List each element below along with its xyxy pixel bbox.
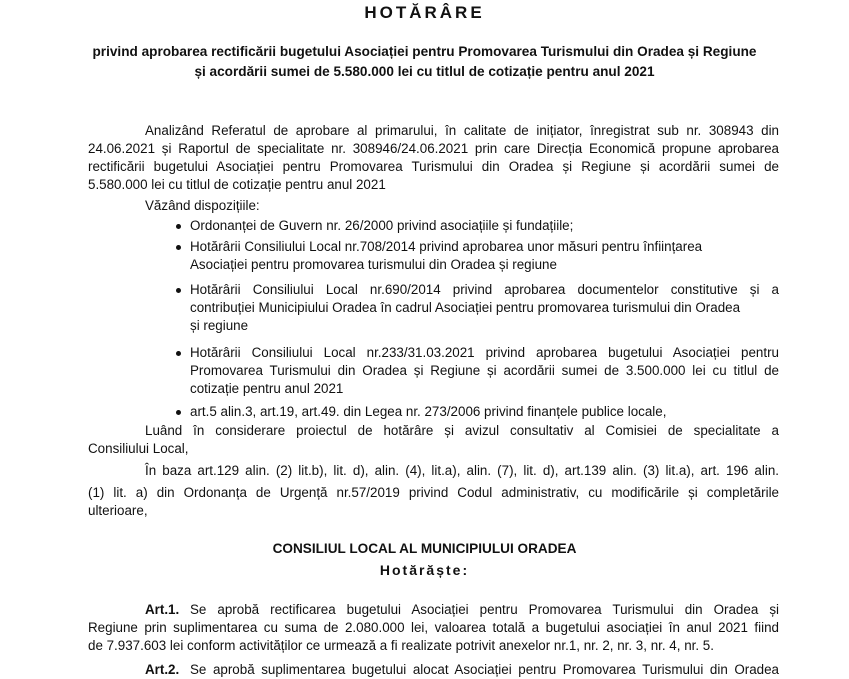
bullet-icon (176, 288, 181, 293)
list-item: Asociației pentru promovarea turismului din Oradea și regiune (190, 257, 557, 272)
preamble-line: Analizând Referatul de aprobare al primarului, în calitate de inițiator, înregistrat sub nr. 308943 din (145, 123, 779, 138)
preamble-line: rectificării bugetului Asociației pentru Promovarea Turismului din Oradea și Regiune și acordării sumei de (88, 159, 779, 174)
article-1-line: Regiune prin suplimentarea cu suma de 2.080.000 lei, valoarea totală a bugetului asociației în anul 2021 fiind (88, 620, 779, 635)
subtitle-line-2: și acordării sumei de 5.580.000 lei cu titlul de cotizație pentru anul 2021 (194, 64, 655, 79)
list-item: art.5 alin.3, art.19, art.49. din Legea nr. 273/2006 privind finanțele publice locale, (190, 404, 667, 419)
article-2-line: Se aprobă suplimentarea bugetului alocat Asociației pentru Promovarea Turismului din Oradea (190, 662, 779, 677)
bullet-icon (176, 351, 181, 356)
decides-heading: Hotărăște: (379, 562, 470, 578)
legal-basis-line: (1) lit. a) din Ordonanța de Urgență nr.57/2019 privind Codul administrativ, cu modificările și completările (88, 485, 779, 500)
list-item: Hotărârii Consiliului Local nr.690/2014 privind aprobarea documentelor constitutive și a (190, 282, 779, 297)
preamble-line: 5.580.000 lei cu titlul de cotizație pentru anul 2021 (88, 177, 386, 192)
preamble-line: 24.06.2021 și Raportul de specialitate nr. 308946/24.06.2021 prin care Direcția Economică propune aprobarea (88, 141, 779, 156)
luand-line: Luând în considerare proiectul de hotărâre și avizul consultativ al Comisiei de specialitate a (145, 423, 779, 438)
list-item: contribuției Municipiului Oradea în cadrul Asociației pentru promovarea turismului din Oradea (190, 300, 741, 315)
legal-basis-line: ulterioare, (88, 503, 148, 518)
article-1-line: de 7.937.603 lei conform activităților ce urmează a fi realizate potrivit anexelor nr.1, nr. 2, nr. 3, nr. 4, nr. 5. (88, 638, 714, 653)
bullet-icon (176, 224, 181, 229)
article-2-label: Art.2. (145, 662, 180, 677)
vazand-heading: Văzând dispozițiile: (145, 198, 260, 213)
bullet-icon (176, 410, 181, 415)
article-1-label: Art.1. (145, 602, 180, 617)
list-item: Hotărârii Consiliului Local nr.233/31.03.2021 privind aprobarea bugetului Asociației pentru (190, 345, 779, 360)
list-item: Hotărârii Consiliului Local nr.708/2014 privind aprobarea unor măsuri pentru înființarea (190, 239, 703, 254)
list-item: cotizație pentru anul 2021 (190, 381, 344, 396)
legal-basis-line: În baza art.129 alin. (2) lit.b), lit. d), alin. (4), lit.a), alin. (7), lit. d), art.139 alin. (3) lit.a), art. 196 alin. (145, 463, 779, 478)
subtitle-line-1: privind aprobarea rectificării bugetului Asociației pentru Promovarea Turismului din Oradea și Regiune (92, 44, 757, 59)
list-item: Ordonanței de Guvern nr. 26/2000 privind asociațiile și fundațiile; (190, 218, 574, 233)
luand-line: Consiliului Local, (88, 441, 189, 456)
list-item: și regiune (190, 318, 249, 333)
article-1-line: Se aprobă rectificarea bugetului Asociației pentru Promovarea Turismului din Oradea și (190, 602, 779, 617)
bullet-icon (176, 245, 181, 250)
document-title: HOTĂRÂRE (364, 3, 485, 22)
council-heading: CONSILIUL LOCAL AL MUNICIPIULUI ORADEA (272, 541, 577, 556)
list-item: Promovarea Turismului din Oradea și Regiune și acordării sumei de 3.500.000 lei cu titlul de (190, 363, 779, 378)
